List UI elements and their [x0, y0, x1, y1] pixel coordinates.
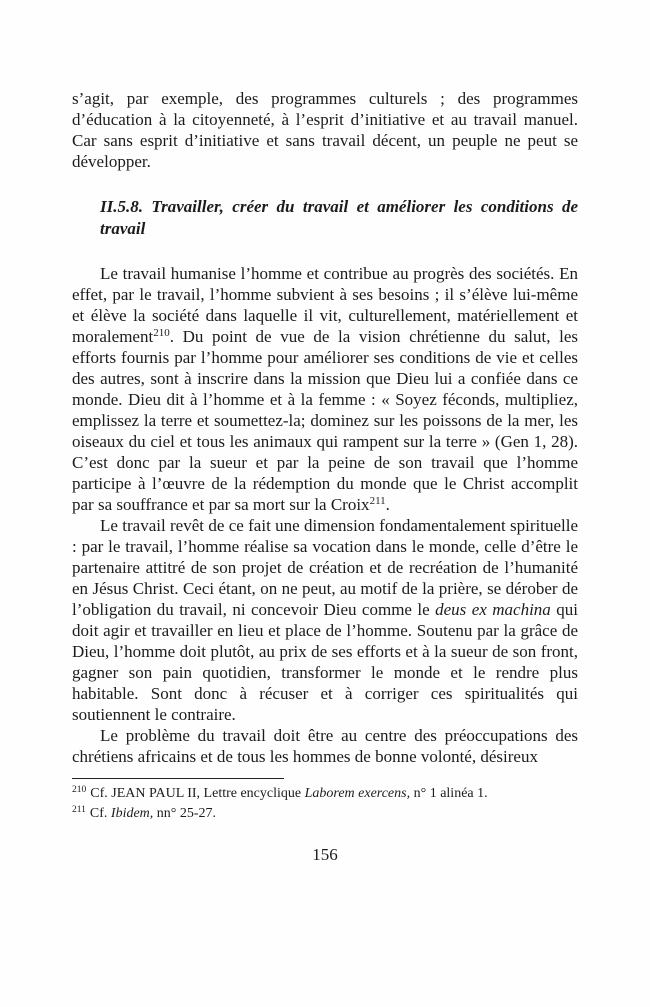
page-number: 156: [312, 845, 338, 864]
footnote-reference: 211: [369, 495, 386, 507]
footnote-area: [72, 778, 578, 824]
footnote-210-text: Cf. JEAN PAUL II, Lettre encyclique Laborem exercens, n° 1 alinéa 1.: [90, 786, 488, 801]
paragraph-problem-of-work: Le problème du travail doit être au centre des préoccupations des chrétiens africains et de tous les hommes de bonne volonté, désireux: [72, 726, 578, 766]
text-block: [72, 88, 578, 865]
footnote-210: [72, 784, 578, 804]
footnote-211-number: 211: [72, 805, 86, 815]
paragraph-work-humanizes: Le travail humanise l’homme et contribue au progrès des sociétés. En effet, par le travail, l’homme subvient à ses besoins ; il s’élève lui-même et élève la société dans laquelle il vit, culturellement, matériellement et moralement$^{210}$. Du point de vue de la vision chrétienne du salut, les efforts fournis par l’homme pour améliorer ses conditions de vie et celles des autres, sont à inscrire dans la mission que Dieu lui a confiée dans ce monde. Dieu dit à l’homme et à la femme : « Soyez féconds, multipliez, emplissez la terre et soumettez-la; dominez sur les poissons de la mer, les oiseaux du ciel et tous les animaux qui rampent sur la terre » (Gen 1, 28). C’est donc par la sueur et par la peine de son travail que l’homme participe à l’œuvre de la rédemption du monde que le Christ accomplit par sa souffrance et par sa mort sur la Croix$^{211}$.: [72, 264, 578, 514]
section-heading: II.5.8. Travailler, créer du travail et améliorer les conditions de travail: [100, 197, 578, 238]
footnote-211: [72, 804, 578, 824]
footnote-reference: 210: [153, 327, 170, 339]
footnote-210-number: 210: [72, 785, 87, 795]
paragraph-intro: s’agit, par exemple, des programmes culturels ; des programmes d’éducation à la citoyenneté, à l’esprit d’initiative et au travail manuel. Car sans esprit d’initiative et sans travail décent, un peuple ne peut se développer.: [72, 89, 578, 171]
paragraph-spiritual-dimension: Le travail revêt de ce fait une dimension fondamentalement spirituelle : par le travail, l’homme réalise sa vocation dans le monde, celle d’être le partenaire attitré de son projet de création et de recréation de l’humanité en Jésus Christ. Ceci étant, on ne peut, au motif de la prière, se dérober de l’obligation du travail, ni concevoir Dieu comme le deus ex machina qui doit agir et travailler en lieu et place de l’homme. Soutenu par la grâce de Dieu, l’homme doit plutôt, au prix de ses efforts et à la sueur de son front, gagner son pain quotidien, transformer le monde et le rendre plus habitable. Sont donc à récuser et à corriger ces spiritualités qui soutiennent le contraire.: [72, 516, 578, 724]
footnote-211-text: Cf. Ibidem, nn° 25-27.: [89, 806, 217, 821]
footnote-separator-rule: [72, 778, 284, 779]
